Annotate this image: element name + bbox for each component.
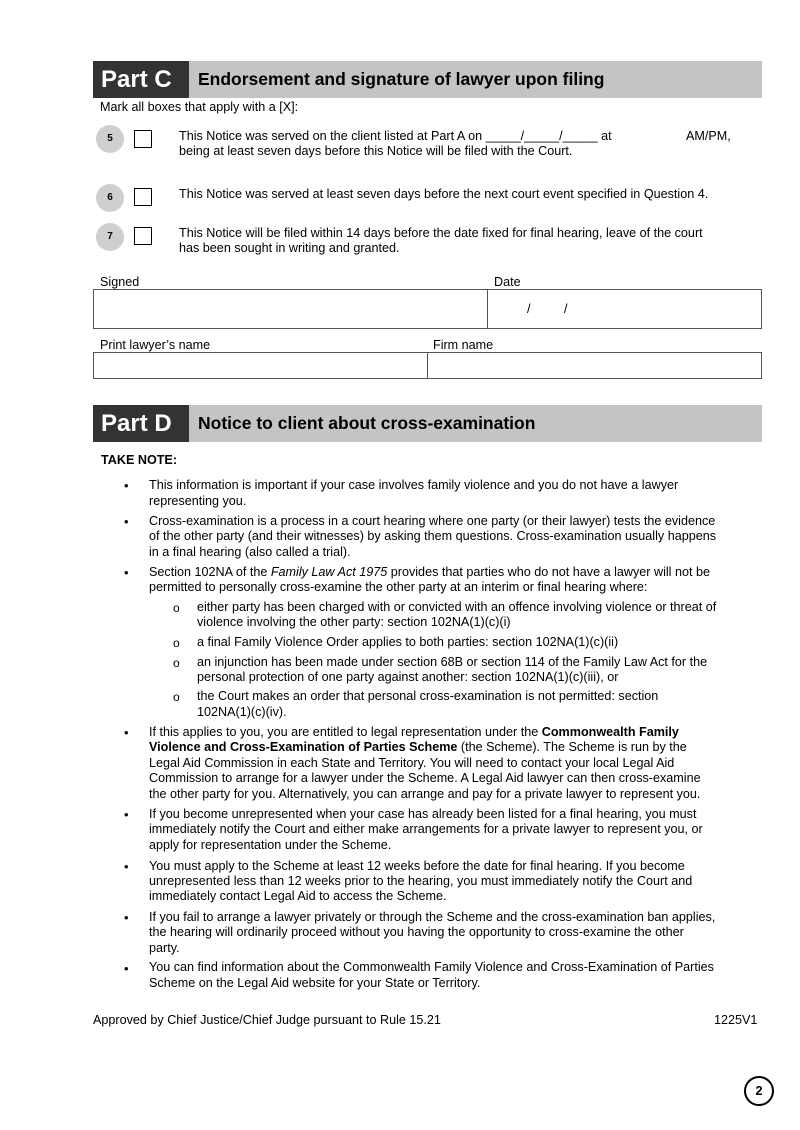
- b3-sub1-line1: either party has been charged with or convicted with an offence involving violence or threat of: [197, 600, 717, 614]
- b3-line2: permitted to personally cross-examine the other party at an interim or final hearing where:: [149, 580, 648, 594]
- b3-sub1-line2: violence involving the other party: section 102NA(1)(c)(i): [197, 615, 511, 629]
- part-d-header: [93, 405, 762, 442]
- sub-bullet-marker: o: [173, 601, 180, 615]
- item-7-text-line1: This Notice will be filed within 14 days before the date fixed for final hearing, leave of the court: [179, 226, 703, 240]
- firm-name-field[interactable]: [428, 353, 761, 378]
- b4-line5: the other party for you. Alternatively, you can arrange and pay for a private lawyer to represent you.: [149, 787, 701, 801]
- signature-date-box: [93, 289, 762, 329]
- b7-line1: If you fail to arrange a lawyer privately or through the Scheme and the cross-examination ban applies,: [149, 910, 716, 924]
- item-7-checkbox[interactable]: [134, 227, 152, 245]
- item-7-text-line2: has been sought in writing and granted.: [179, 241, 400, 255]
- b2-line2: of the other party (and their witnesses) by asking them questions. Cross-examination usually happens: [149, 529, 717, 543]
- bullet-marker: •: [124, 807, 129, 822]
- b1-line1: This information is important if your case involves family violence and you do not have a lawyer: [149, 478, 679, 492]
- b5-line3: apply for representation under the Scheme.: [149, 838, 392, 852]
- item-5-text-line1: This Notice was served on the client listed at Part A on _____/_____/_____ at: [179, 129, 612, 143]
- b7-line3: party.: [149, 941, 180, 955]
- b7-line2: the hearing will ordinarily proceed without you having the opportunity to cross-examine the other: [149, 925, 684, 939]
- b6-line1: You must apply to the Scheme at least 12 weeks before the date for final hearing. If you become: [149, 859, 685, 873]
- b8-line1: You can find information about the Commonwealth Family Violence and Cross-Examination of Parties: [149, 960, 714, 974]
- page-number: 2: [744, 1076, 774, 1106]
- signed-label: Signed: [100, 275, 140, 289]
- b1-line2: representing you.: [149, 494, 247, 508]
- date-label: Date: [494, 275, 521, 289]
- bullet-marker: •: [124, 961, 129, 976]
- part-c-title: Endorsement and signature of lawyer upon filing: [198, 69, 605, 89]
- date-field[interactable]: [488, 290, 761, 328]
- lawyer-firm-box: [93, 352, 762, 379]
- part-c-header: [93, 61, 762, 98]
- item-6-text: This Notice was served at least seven days before the next court event specified in Question 4.: [179, 187, 709, 201]
- part-c-label: Part C: [93, 61, 189, 98]
- lawyer-name-label: Print lawyer’s name: [100, 338, 211, 352]
- b4-line3: Legal Aid Commission in each State and Territory. You will need to contact your local Legal Aid: [149, 756, 675, 770]
- bullet-marker: •: [124, 478, 129, 493]
- item-6-number: 6: [96, 184, 124, 212]
- approval-statement: Approved by Chief Justice/Chief Judge pursuant to Rule 15.21: [93, 1013, 441, 1027]
- sub-bullet-marker: o: [173, 656, 180, 670]
- item-5-checkbox[interactable]: [134, 130, 152, 148]
- item-7-number: 7: [96, 223, 124, 251]
- item-6-checkbox[interactable]: [134, 188, 152, 206]
- b3-sub4-line2: 102NA(1)(c)(iv).: [197, 705, 287, 719]
- b4-line2: Violence and Cross-Examination of Parties Scheme (the Scheme). The Scheme is run by the: [149, 740, 687, 754]
- b5-line2: immediately notify the Court and either make arrangements for a private lawyer to represent you, or: [149, 822, 703, 836]
- part-c-instruction: Mark all boxes that apply with a [X]:: [100, 100, 299, 114]
- item-5-ampm: AM/PM,: [686, 129, 731, 143]
- bullet-marker: •: [124, 565, 129, 580]
- b3-sub3-line2: personal protection of one party against another: section 102NA(1)(c)(iii), or: [197, 670, 619, 684]
- item-5-text-line2: being at least seven days before this Notice will be filed with the Court.: [179, 144, 573, 158]
- b2-line3: in a final hearing (also called a trial).: [149, 545, 351, 559]
- take-note-heading: TAKE NOTE:: [101, 453, 178, 467]
- b3-sub3-line1: an injunction has been made under section 68B or section 114 of the Family Law Act for the: [197, 655, 708, 669]
- lawyer-name-field[interactable]: [94, 353, 427, 378]
- b3-sub2-line1: a final Family Violence Order applies to both parties: section 102NA(1)(c)(ii): [197, 635, 619, 649]
- bullet-marker: •: [124, 725, 129, 740]
- bullet-marker: •: [124, 859, 129, 874]
- part-d-label: Part D: [93, 405, 189, 442]
- item-5-number: 5: [96, 125, 124, 153]
- bullet-marker: •: [124, 910, 129, 925]
- b6-line2: unrepresented less than 12 weeks prior to the hearing, you must immediately notify the Court and: [149, 874, 693, 888]
- date-separator-2: /: [564, 302, 568, 316]
- date-separator-1: /: [527, 302, 531, 316]
- b3-line1: Section 102NA of the Family Law Act 1975 provides that parties who do not have a lawyer will not be: [149, 565, 710, 579]
- b3-sub4-line1: the Court makes an order that personal cross-examination is not permitted: section: [197, 689, 659, 703]
- b2-line1: Cross-examination is a process in a court hearing where one party (or their lawyer) tests the evidence: [149, 514, 716, 528]
- b6-line3: immediately contact Legal Aid to access the Scheme.: [149, 889, 447, 903]
- form-code: 1225V1: [714, 1013, 758, 1027]
- bullet-marker: •: [124, 514, 129, 529]
- sub-bullet-marker: o: [173, 690, 180, 704]
- signature-field[interactable]: [94, 290, 487, 328]
- firm-name-label: Firm name: [433, 338, 494, 352]
- sub-bullet-marker: o: [173, 636, 180, 650]
- b5-line1: If you become unrepresented when your case has already been listed for a final hearing, you must: [149, 807, 697, 821]
- b4-line1: If this applies to you, you are entitled to legal representation under the Commonwealth Family: [149, 725, 679, 739]
- part-d-title: Notice to client about cross-examination: [198, 413, 536, 433]
- b8-line2: Scheme on the Legal Aid website for your State or Territory.: [149, 976, 481, 990]
- b4-line4: Commission to arrange for a lawyer under the Scheme. A Legal Aid lawyer can then cross-examine: [149, 771, 701, 785]
